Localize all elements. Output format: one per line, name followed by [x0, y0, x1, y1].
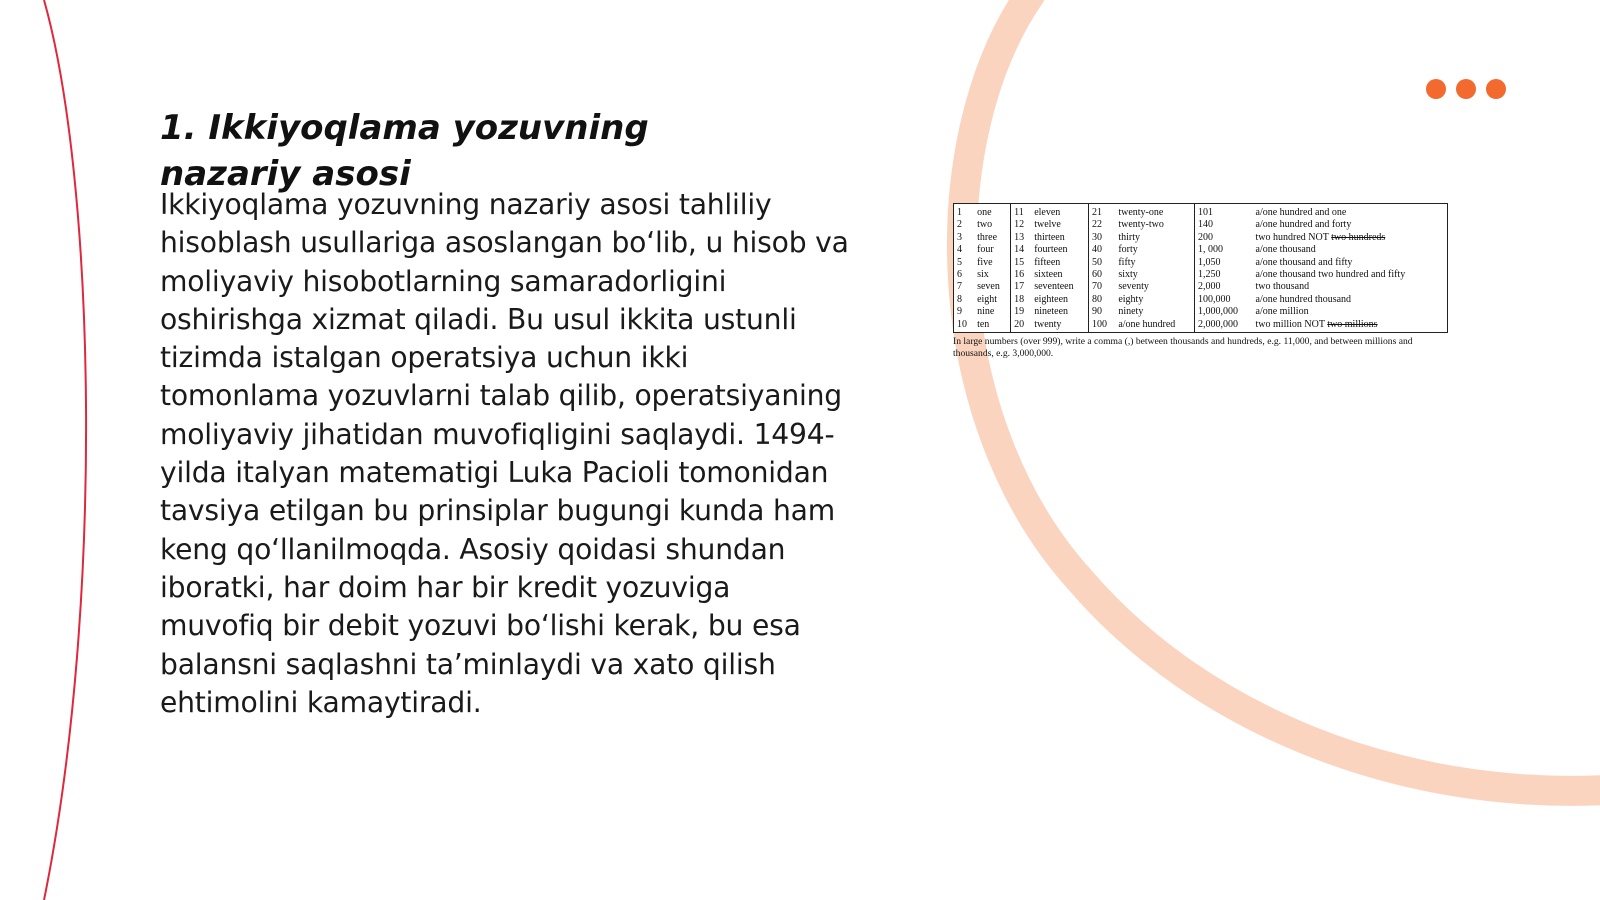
table-cell: [1253, 294, 1448, 306]
cell-text: eleven: [1034, 207, 1061, 218]
table-cell: [1031, 244, 1088, 256]
table-cell: [1115, 319, 1194, 333]
cell-text: 7: [957, 281, 962, 293]
cell-text: one: [977, 207, 992, 218]
cell-text: a/one hundred and one: [1255, 207, 1347, 218]
cell-text: two: [977, 219, 993, 231]
table-cell: [1195, 294, 1253, 306]
cell-text: 30: [1092, 231, 1103, 243]
table-row: [954, 306, 1448, 318]
cell-text: 17: [1014, 281, 1025, 293]
cell-text: fourteen: [1034, 244, 1068, 256]
cell-text: 22: [1092, 219, 1103, 231]
table-cell: [1089, 257, 1116, 269]
table-cell: [1089, 294, 1116, 306]
cell-text: 20: [1014, 318, 1025, 330]
table-cell: [1089, 319, 1116, 333]
table-cell: [1089, 244, 1116, 256]
cell-text: 2,000,000: [1198, 318, 1238, 330]
number-words-table: [953, 203, 1448, 333]
table-cell: [1011, 306, 1032, 318]
table-cell: [1011, 232, 1032, 244]
table-cell: [1089, 219, 1116, 231]
cell-text: 1,000,000: [1198, 306, 1238, 318]
table-row: [954, 257, 1448, 269]
cell-text: a/one hundred thousand: [1255, 293, 1352, 305]
cell-text: 4: [957, 244, 962, 256]
table-cell: [1253, 204, 1448, 220]
table-cell: [954, 257, 975, 269]
table-cell: [974, 244, 1011, 256]
cell-text: sixty: [1118, 269, 1138, 281]
cell-text: twenty-two: [1118, 219, 1164, 231]
cell-text: 1: [957, 207, 962, 218]
table-cell: [1253, 232, 1448, 244]
table-cell: [1089, 232, 1116, 244]
table-cell: [954, 281, 975, 293]
table-cell: [1089, 269, 1116, 281]
table-cell: [974, 319, 1011, 333]
table-cell: [1031, 232, 1088, 244]
cell-text: two million NOT: [1255, 318, 1325, 330]
table-cell: [954, 294, 975, 306]
cell-text: seven: [977, 281, 1000, 293]
table-cell: [1195, 244, 1253, 256]
cell-text: a/one hundred and forty: [1255, 219, 1352, 231]
table-cell: [954, 232, 975, 244]
cell-text: twenty-one: [1118, 207, 1164, 218]
table-cell: [954, 204, 975, 220]
cell-text: five: [977, 256, 993, 268]
table-cell: [1031, 281, 1088, 293]
table-cell: [1031, 306, 1088, 318]
cell-text: eight: [977, 293, 998, 305]
cell-text: 6: [957, 269, 962, 281]
table-cell: [1031, 294, 1088, 306]
dot-icon: [1426, 79, 1446, 99]
table-cell: [1089, 204, 1116, 220]
cell-text: 2,000: [1198, 281, 1221, 293]
cell-text: 100,000: [1198, 293, 1231, 305]
table-cell: [954, 319, 975, 333]
table-cell: [1115, 306, 1194, 318]
table-cell: [974, 204, 1011, 220]
cell-text: twenty: [1034, 318, 1062, 330]
cell-text: three: [977, 231, 998, 243]
table-cell: [974, 269, 1011, 281]
cell-text: thirty: [1118, 231, 1141, 243]
table-cell: [1195, 306, 1253, 318]
slide-title: 1. Ikkiyoqlama yozuvning nazariy asosi: [160, 108, 649, 194]
cell-text: 11: [1014, 207, 1024, 218]
cell-text: fifteen: [1034, 256, 1061, 268]
table-cell: [1253, 244, 1448, 256]
dot-icon: [1486, 79, 1506, 99]
cell-text: 1,250: [1198, 269, 1221, 281]
table-cell: [974, 219, 1011, 231]
cell-text: forty: [1118, 244, 1138, 256]
struck-text: two millions: [1327, 318, 1378, 330]
table-cell: [1011, 219, 1032, 231]
cell-text: sixteen: [1034, 269, 1063, 281]
table-cell: [1253, 269, 1448, 281]
table-cell: [1089, 306, 1116, 318]
table-cell: [1195, 232, 1253, 244]
cell-text: 18: [1014, 293, 1025, 305]
struck-text: two hundreds: [1331, 231, 1386, 243]
cell-text: 21: [1092, 207, 1103, 218]
table-row: [954, 219, 1448, 231]
table-cell: [1011, 244, 1032, 256]
cell-text: a/one thousand and fifty: [1255, 256, 1353, 268]
cell-text: 80: [1092, 293, 1103, 305]
cell-text: 40: [1092, 244, 1103, 256]
table-cell: [1253, 319, 1448, 333]
cell-text: fifty: [1118, 256, 1136, 268]
cell-text: 200: [1198, 231, 1213, 243]
cell-text: 1, 000: [1198, 244, 1223, 256]
table-cell: [1011, 204, 1032, 220]
table-cell: [1115, 257, 1194, 269]
cell-text: 14: [1014, 244, 1025, 256]
table-cell: [1115, 232, 1194, 244]
table-cell: [1253, 281, 1448, 293]
left-red-curve: [44, 0, 86, 900]
table-cell: [1011, 319, 1032, 333]
cell-text: 60: [1092, 269, 1103, 281]
cell-text: 70: [1092, 281, 1103, 293]
cell-text: 10: [957, 318, 967, 330]
cell-text: two thousand: [1255, 281, 1310, 293]
cell-text: seventy: [1118, 281, 1149, 293]
table-cell: [1253, 306, 1448, 318]
table-caption: In large numbers (over 999), write a comma (,) between thousands and hundreds, e.g. 11,000, and between millions and thousands, e.g. 3,000,000.: [953, 336, 1413, 360]
cell-text: 90: [1092, 306, 1103, 318]
slide-body-text: Ikkiyoqlama yozuvning nazariy asosi tahliliy hisoblash usullariga asoslangan bo‘lib, u hisob va moliyaviy hisobotlarning samaradorligini oshirishga xizmat qiladi. Bu usul ikkita ustunli tizimda istalgan operatsiya uchun ikki tomonlama yozuvlarni talab qilib, operatsiyaning moliyaviy jihatidan muvofiqligini saqlaydi. 1494-yilda italyan matematigi Luka Pacioli tomonidan tavsiya etilgan bu prinsiplar bugungi kunda ham keng qo‘llanilmoqda. Asosiy qoidasi shundan iboratki, har doim har bir kredit yozuviga muvofiq bir debit yozuvi bo‘lishi kerak, bu esa balansni saqlashni ta’minlaydi va xato qilish ehtimolini kamaytiradi.: [160, 188, 849, 719]
table-cell: [1195, 281, 1253, 293]
cell-text: 2: [957, 219, 962, 231]
table-row: [954, 232, 1448, 244]
cell-text: 8: [957, 293, 962, 305]
table-cell: [1115, 294, 1194, 306]
cell-text: 19: [1014, 306, 1025, 318]
table-cell: [1195, 204, 1253, 220]
cell-text: 5: [957, 256, 962, 268]
table-cell: [1115, 204, 1194, 220]
table-cell: [974, 281, 1011, 293]
cell-text: ten: [977, 318, 990, 330]
table-cell: [954, 219, 975, 231]
table-cell: [1115, 244, 1194, 256]
cell-text: seventeen: [1034, 281, 1074, 293]
table-cell: [954, 269, 975, 281]
table-cell: [974, 232, 1011, 244]
table-cell: [954, 244, 975, 256]
table-cell: [974, 306, 1011, 318]
table-row: [954, 294, 1448, 306]
cell-text: eighteen: [1034, 293, 1069, 305]
table-cell: [1031, 319, 1088, 333]
cell-text: 12: [1014, 219, 1025, 231]
table-cell: [1195, 219, 1253, 231]
cell-text: 50: [1092, 256, 1103, 268]
cell-text: a/one million: [1255, 306, 1309, 318]
cell-text: eighty: [1118, 293, 1144, 305]
cell-text: nine: [977, 306, 995, 318]
table-cell: [1031, 257, 1088, 269]
cell-text: ninety: [1118, 306, 1144, 318]
table-cell: [1089, 281, 1116, 293]
table-cell: [974, 294, 1011, 306]
table-row: [954, 204, 1448, 220]
table-cell: [1011, 294, 1032, 306]
table-cell: [954, 306, 975, 318]
cell-text: six: [977, 269, 989, 281]
cell-text: a/one thousand: [1255, 244, 1316, 256]
table-cell: [1011, 257, 1032, 269]
cell-text: 16: [1014, 269, 1025, 281]
table-cell: [1195, 257, 1253, 269]
table-cell: [974, 257, 1011, 269]
cell-text: a/one thousand two hundred and fifty: [1255, 269, 1406, 281]
cell-text: 9: [957, 306, 962, 318]
table-cell: [1011, 269, 1032, 281]
cell-text: nineteen: [1034, 306, 1069, 318]
table-cell: [1031, 269, 1088, 281]
number-words-figure: [953, 203, 1448, 360]
cell-text: 3: [957, 231, 962, 243]
table-cell: [1253, 219, 1448, 231]
table-cell: [1195, 269, 1253, 281]
table-cell: [1031, 204, 1088, 220]
table-row: [954, 269, 1448, 281]
table-cell: [1115, 269, 1194, 281]
dot-icon: [1456, 79, 1476, 99]
table-cell: [1115, 219, 1194, 231]
cell-text: thirteen: [1034, 231, 1065, 243]
cell-text: a/one hundred: [1118, 318, 1176, 330]
table-cell: [1031, 219, 1088, 231]
table-cell: [1011, 281, 1032, 293]
cell-text: 15: [1014, 256, 1025, 268]
table-cell: [1115, 281, 1194, 293]
cell-text: 101: [1198, 207, 1213, 218]
orange-ring-arc: [962, 0, 1600, 791]
cell-text: 1,050: [1198, 256, 1221, 268]
table-cell: [1253, 257, 1448, 269]
table-cell: [1195, 319, 1253, 333]
table-row: [954, 244, 1448, 256]
cell-text: two hundred NOT: [1255, 231, 1329, 243]
cell-text: four: [977, 244, 994, 256]
table-row: [954, 281, 1448, 293]
menu-dots-icon: [1426, 79, 1506, 99]
cell-text: twelve: [1034, 219, 1061, 231]
cell-text: 100: [1092, 318, 1108, 330]
cell-text: 140: [1198, 219, 1213, 231]
cell-text: 13: [1014, 231, 1025, 243]
table-row: [954, 319, 1448, 333]
